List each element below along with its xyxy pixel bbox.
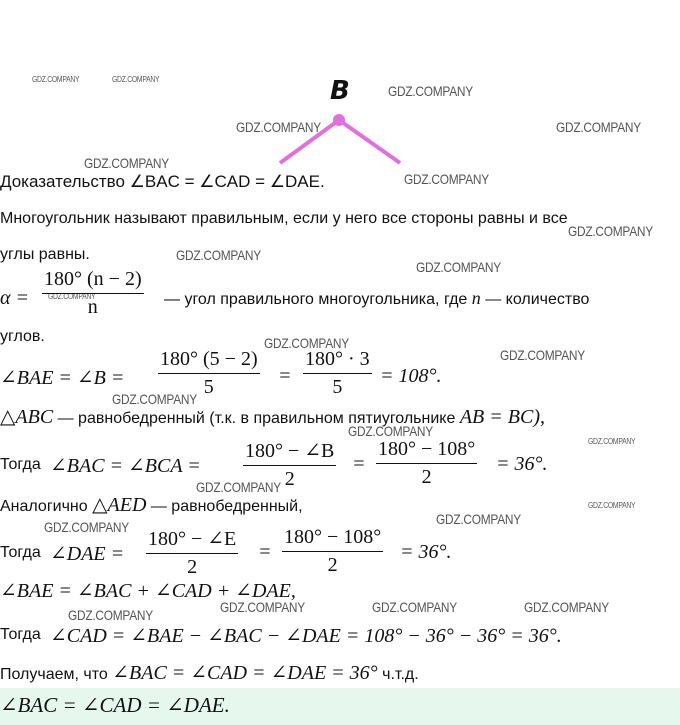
result-text: Получаем, что — [0, 666, 108, 683]
conclusion-text: ∠BAC = ∠CAD = ∠DAE. — [0, 693, 230, 717]
watermark: GDZ.COMPANY — [236, 119, 321, 135]
bae-fraction-2 — [303, 348, 372, 399]
bae-den-2: 5 — [332, 376, 343, 398]
bac-eq: = — [352, 453, 366, 475]
dae-rhs: = 36°. — [400, 541, 452, 563]
alpha-text-b: — количество — [485, 291, 590, 308]
watermark: GDZ.COMPANY — [500, 347, 585, 363]
proof-statement-text: Доказательство ∠BAC = ∠CAD = ∠DAE. — [0, 172, 325, 191]
togda-label-2: Тогда — [0, 544, 41, 561]
bae-eq: = — [278, 365, 292, 387]
triangle-abc-line — [0, 404, 545, 429]
vertex-b-label: B — [330, 76, 350, 106]
alpha-numerator: 180° (n − 2) — [42, 268, 144, 294]
vertex-b-dot — [333, 114, 345, 126]
watermark: GDZ.COMPANY — [112, 391, 197, 407]
conclusion-box — [0, 688, 680, 725]
alpha-denominator: n — [87, 296, 98, 318]
dae-fraction-1 — [146, 526, 238, 579]
watermark: GDZ.COMPANY — [404, 171, 489, 187]
bae-num-1: 180° (5 − 2) — [158, 348, 260, 374]
triangle-abc: △ABC — [0, 406, 54, 428]
togda-label-1: Тогда — [0, 456, 41, 473]
bac-num-2: 180° − 108° — [376, 438, 477, 464]
bac-num-1: 180° − ∠B — [243, 438, 336, 466]
watermark: GDZ.COMPANY — [84, 155, 169, 171]
analogous-text-2: — равнобедренный, — [150, 498, 303, 515]
watermark: GDZ.COMPANY — [32, 75, 80, 84]
definition-line-2: углы равны. — [0, 246, 90, 263]
triangle-aed: △AED — [92, 494, 147, 516]
alpha-lhs: α = — [0, 287, 29, 309]
watermark: GDZ.COMPANY — [556, 119, 641, 135]
analogous-line — [0, 492, 303, 517]
watermark: GDZ.COMPANY — [48, 292, 96, 301]
bae-rhs: = 108°. — [380, 365, 442, 387]
triangle-abc-text: — равнобедренный (т.к. в правильном пятиугольнике — [57, 410, 456, 427]
watermark: GDZ.COMPANY — [44, 519, 129, 535]
watermark: GDZ.COMPANY — [348, 423, 433, 439]
watermark: GDZ.COMPANY — [372, 599, 457, 615]
watermark: GDZ.COMPANY — [416, 259, 501, 275]
alpha-fraction — [42, 268, 144, 319]
result-line — [0, 660, 419, 685]
bac-fraction-2 — [376, 438, 477, 489]
bae-sum: ∠BAE = ∠BAC + ∠CAD + ∠DAE, — [0, 580, 296, 602]
watermark: GDZ.COMPANY — [568, 223, 653, 239]
dae-den-2: 2 — [327, 554, 338, 576]
ab-equals-bc: AB = BC), — [459, 406, 545, 428]
togda-label-3: Тогда — [0, 626, 41, 643]
watermark: GDZ.COMPANY — [588, 501, 636, 510]
bac-den-2: 2 — [421, 466, 432, 488]
analogous-text: Аналогично — [0, 498, 88, 515]
alpha-description-end: углов. — [0, 328, 45, 345]
side-bc — [339, 120, 400, 163]
watermark: GDZ.COMPANY — [112, 75, 160, 84]
dae-fraction-2 — [282, 526, 383, 577]
cad-calculation: ∠CAD = ∠BAE − ∠BAC − ∠DAE = 108° − 36° − 36° = 36°. — [50, 625, 562, 647]
dae-eq: = — [258, 541, 272, 563]
watermark: GDZ.COMPANY — [176, 247, 261, 263]
bae-den-1: 5 — [203, 376, 214, 398]
alpha-description — [164, 288, 589, 309]
qed-mark: ч.т.д. — [382, 666, 419, 683]
watermark: GDZ.COMPANY — [524, 599, 609, 615]
alpha-n: n — [471, 288, 481, 308]
bae-lhs: ∠BAE = ∠B = — [0, 367, 125, 389]
definition-line-1: Многоугольник называют правильным, если у него все стороны равны и все — [0, 210, 568, 227]
watermark: GDZ.COMPANY — [388, 83, 473, 99]
alpha-text-a: — угол правильного многоугольника, где — [164, 291, 468, 308]
watermark: GDZ.COMPANY — [588, 437, 636, 446]
watermark: GDZ.COMPANY — [68, 607, 153, 623]
bae-fraction-1 — [158, 348, 260, 399]
bac-den-1: 2 — [284, 468, 295, 490]
watermark: GDZ.COMPANY — [436, 511, 521, 527]
dae-num-1: 180° − ∠E — [146, 526, 238, 554]
watermark: GDZ.COMPANY — [264, 335, 349, 351]
dae-den-1: 2 — [187, 556, 198, 578]
bac-lhs: ∠BAC = ∠BCA = — [50, 455, 201, 477]
result-equation: ∠BAC = ∠CAD = ∠DAE = 36° — [112, 662, 378, 684]
bac-rhs: = 36°. — [496, 453, 548, 475]
dae-num-2: 180° − 108° — [282, 526, 383, 552]
bac-fraction-1 — [243, 438, 336, 491]
watermark: GDZ.COMPANY — [220, 599, 305, 615]
proof-statement — [0, 172, 325, 192]
dae-lhs: ∠DAE = — [50, 543, 125, 565]
bae-num-2: 180° · 3 — [303, 348, 372, 374]
watermark: GDZ.COMPANY — [196, 479, 281, 495]
